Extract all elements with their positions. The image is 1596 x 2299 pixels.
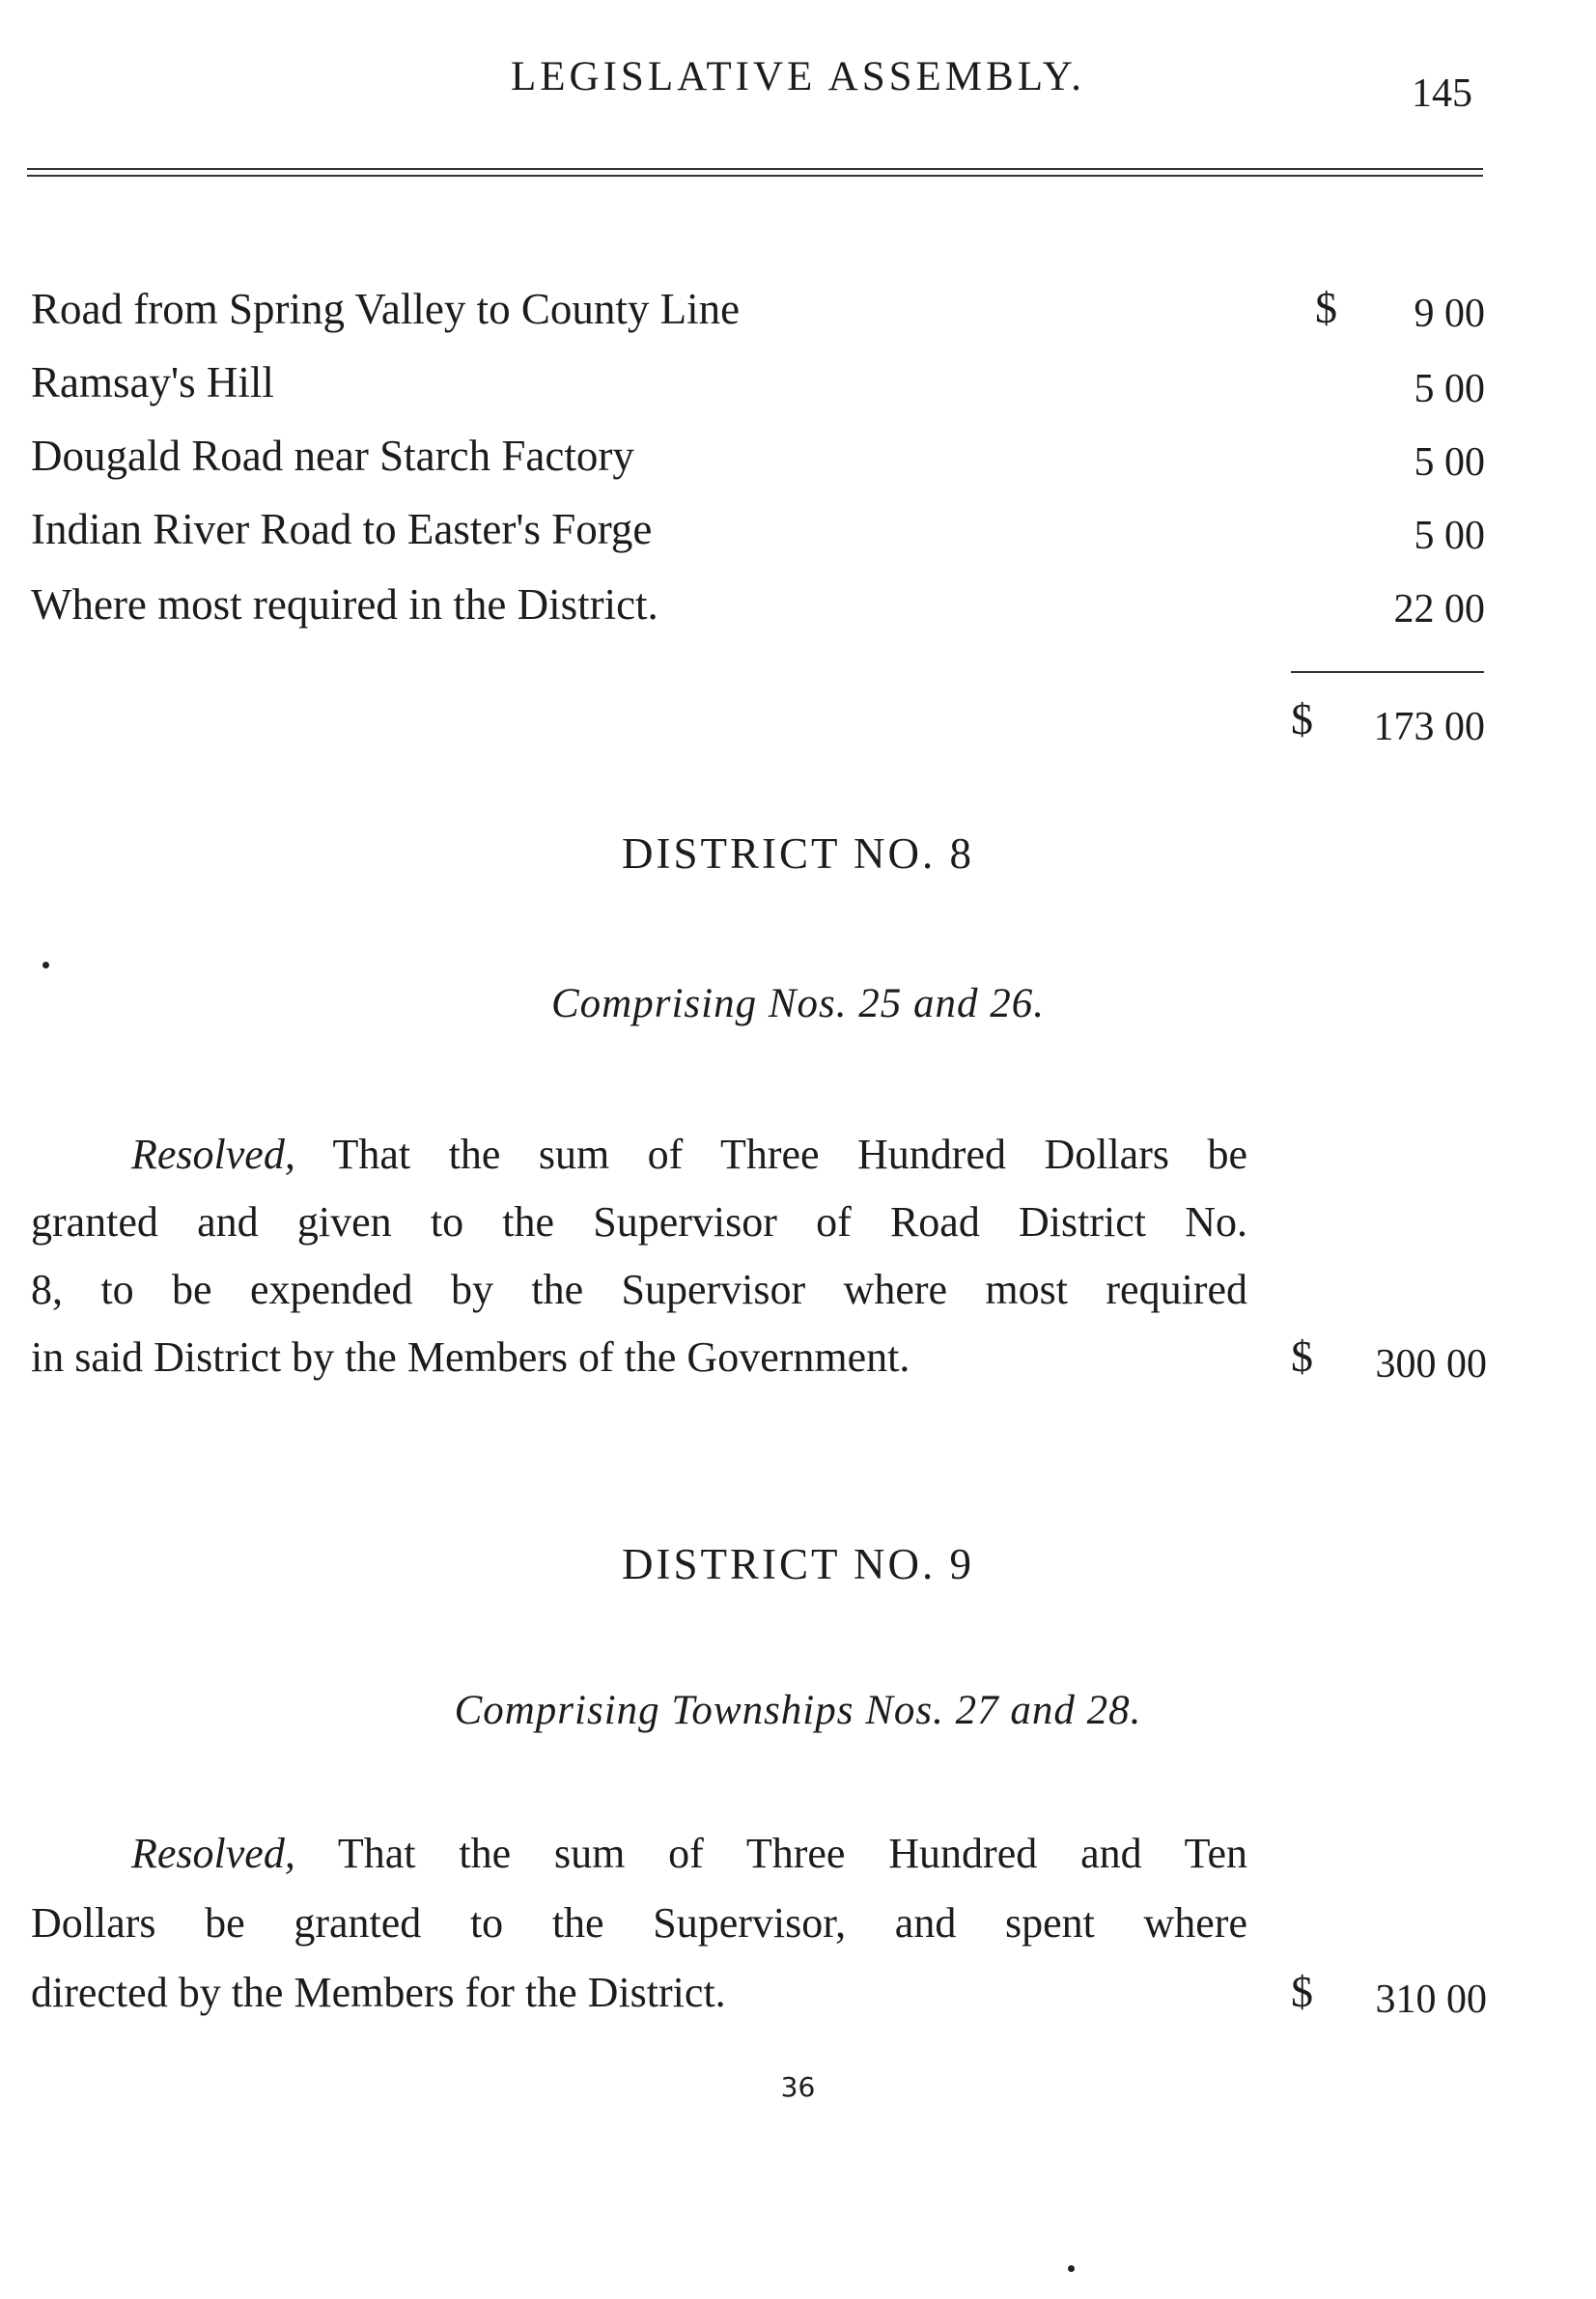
resolution-text: That the sum of Three Hundred Dollars be [294,1131,1247,1178]
resolution-line: 8, to be expended by the Supervisor where most required [31,1266,1247,1313]
currency-symbol: $ [1291,1332,1313,1381]
resolution-line: in said District by the Members of the Government. [31,1333,910,1381]
currency-symbol: $ [1291,1967,1313,2016]
resolution-line [131,1830,1247,1877]
total-amount: 173 00 [1373,705,1485,749]
page-number: 145 [1412,71,1472,116]
district-amount: 310 00 [1375,1977,1487,2022]
resolution-text: That the sum of Three Hundred and Ten [294,1830,1247,1877]
header-rule [27,175,1483,177]
item-label: Ramsay's Hill [31,358,274,407]
signature-mark: 36 [780,2071,816,2103]
item-amount: 5 00 [1414,367,1485,411]
resolution-line: Dollars be granted to the Supervisor, and spent where [31,1899,1247,1947]
item-label: Road from Spring Valley to County Line [31,285,741,333]
total-rule [1291,671,1484,673]
header-rule [27,168,1483,170]
item-amount: 9 00 [1414,292,1485,336]
currency-symbol: $ [1291,694,1313,743]
district-subheading: Comprising Townships Nos. 27 and 28. [454,1688,1142,1733]
district-heading: DISTRICT NO. 9 [622,1540,974,1588]
item-label: Indian River Road to Easter's Forge [31,505,653,553]
item-amount: 5 00 [1414,514,1485,558]
item-label: Where most required in the District. [31,580,658,629]
item-amount: 22 00 [1393,587,1485,631]
item-label: Dougald Road near Starch Factory [31,432,634,480]
page-header-title: LEGISLATIVE ASSEMBLY. [511,54,1085,99]
resolved-word: Resolved, [131,1131,295,1178]
scan-speck [1068,2265,1075,2272]
currency-symbol: $ [1315,283,1337,332]
item-amount: 5 00 [1414,440,1485,485]
resolution-line: granted and given to the Supervisor of Road District No. [31,1198,1247,1246]
resolved-word: Resolved, [131,1830,295,1877]
resolution-line: directed by the Members for the District. [31,1969,726,2016]
district-amount: 300 00 [1375,1342,1487,1387]
resolution-line [131,1131,1247,1178]
scan-speck [42,962,49,968]
district-heading: DISTRICT NO. 8 [622,829,974,878]
district-subheading: Comprising Nos. 25 and 26. [550,981,1045,1026]
